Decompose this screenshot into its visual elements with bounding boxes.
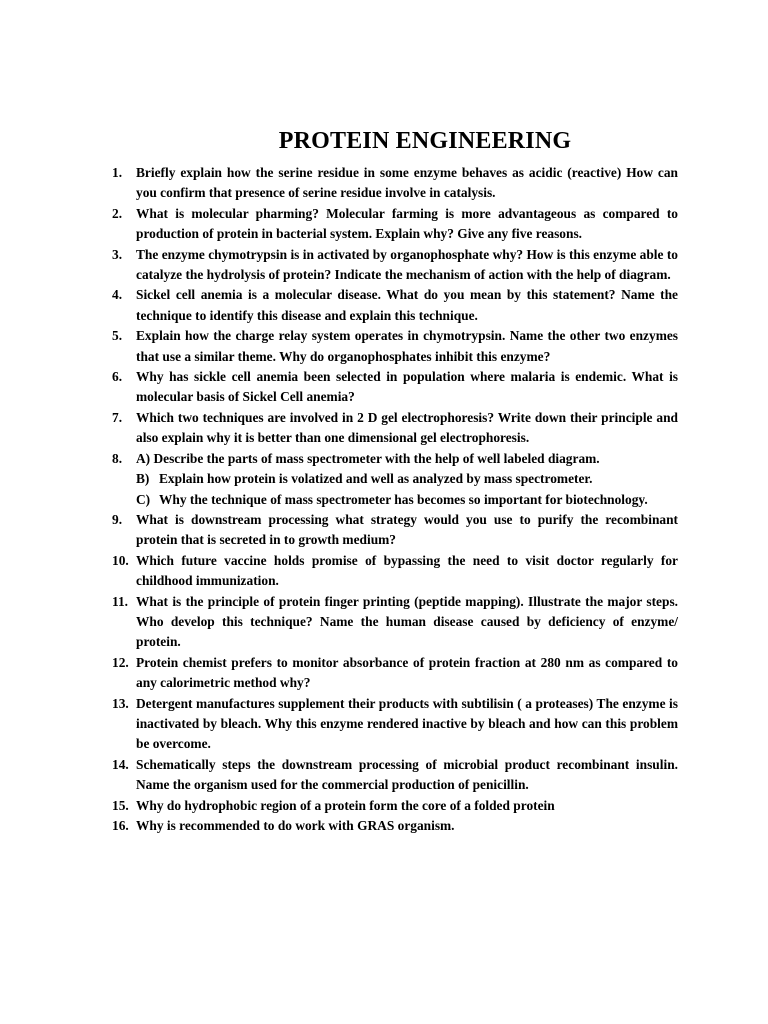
page-title: PROTEIN ENGINEERING: [278, 128, 572, 154]
sub-question-text: Why the technique of mass spectrometer has becomes so important for biotechnology.: [159, 491, 648, 507]
question-number: 12.: [112, 654, 129, 670]
question-body: [136, 551, 678, 592]
question-item: [112, 796, 678, 816]
question-text: What is the principle of protein finger printing (peptide mapping). Illustrate the major steps. Who develop this technique? Name the human disease caused by deficiency of enzyme/ protein.: [136, 593, 678, 650]
question-item: [112, 653, 678, 694]
question-number: 15.: [112, 797, 129, 813]
question-number: 6.: [112, 369, 123, 385]
question-number: 4.: [112, 287, 123, 303]
question-body: [136, 367, 678, 408]
question-body: [136, 408, 678, 449]
question-text: Why is recommended to do work with GRAS organism.: [136, 818, 455, 833]
question-number: 3.: [112, 246, 123, 262]
question-number: 13.: [112, 695, 129, 711]
question-item: [112, 755, 678, 796]
question-item: [112, 408, 678, 449]
question-list: [112, 163, 678, 836]
question-body: [136, 653, 678, 694]
question-text: Which future vaccine holds promise of bypassing the need to visit doctor regularly for childhood immunization.: [136, 552, 678, 589]
question-number: 8.: [112, 450, 123, 466]
question-text: Protein chemist prefers to monitor absorbance of protein fraction at 280 nm as compared to any calorimetric method why?: [136, 654, 678, 691]
question-text: Explain how the charge relay system operates in chymotrypsin. Name the other two enzymes that use a similar theme. Why do organophosphates inhibit this enzyme?: [136, 328, 678, 364]
question-number: 5.: [112, 328, 123, 344]
question-text: Schematically steps the downstream processing of microbial product recombinant insulin. Name the organism used for the commercial production of penicillin.: [136, 756, 678, 793]
question-item: [112, 367, 678, 408]
sub-question: [136, 490, 678, 510]
question-number: 10.: [112, 552, 129, 568]
question-body: [136, 326, 678, 367]
question-body: [136, 285, 678, 326]
question-item: [112, 449, 678, 510]
question-body: [136, 694, 678, 755]
question-number: 2.: [112, 205, 123, 221]
sub-question-text: Explain how protein is volatized and well as analyzed by mass spectrometer.: [159, 471, 593, 487]
question-number: 16.: [112, 818, 129, 833]
question-number: 14.: [112, 756, 129, 772]
question-body: [136, 755, 678, 796]
question-body: [136, 245, 678, 286]
question-text: What is molecular pharming? Molecular farming is more advantageous as compared to production of protein in bacterial system. Explain why? Give any five reasons.: [136, 205, 678, 242]
sub-question: [136, 469, 678, 489]
question-text: Why has sickle cell anemia been selected in population where malaria is endemic. What is molecular basis of Sickel Cell anemia?: [136, 369, 678, 405]
question-text: Briefly explain how the serine residue in some enzyme behaves as acidic (reactive) How can you confirm that presence of serine residue involve in catalysis.: [136, 165, 678, 201]
question-number: 7.: [112, 409, 123, 425]
question-number: 9.: [112, 511, 123, 527]
question-text: Why do hydrophobic region of a protein form the core of a folded protein: [136, 797, 555, 813]
question-text: What is downstream processing what strategy would you use to purify the recombinant protein that is secreted in to growth medium?: [136, 511, 678, 548]
question-body: [136, 510, 678, 551]
question-text: Detergent manufactures supplement their products with subtilisin ( a proteases) The enzyme is inactivated by bleach. Why this enzyme rendered inactive by bleach and how can this problem be overcome.: [136, 695, 678, 752]
question-item: [112, 510, 678, 551]
sub-question-label: C): [136, 491, 151, 507]
question-body: [136, 204, 678, 245]
question-item: [112, 816, 678, 836]
question-item: [112, 551, 678, 592]
question-item: [112, 204, 678, 245]
question-text: The enzyme chymotrypsin is in activated by organophosphate why? How is this enzyme able to catalyze the hydrolysis of protein? Indicate the mechanism of action with the help of diagram.: [136, 246, 678, 283]
question-number: 11.: [112, 593, 128, 609]
question-text: A) Describe the parts of mass spectrometer with the help of well labeled diagram.: [136, 450, 600, 466]
question-body: [136, 796, 678, 816]
question-text: Which two techniques are involved in 2 D gel electrophoresis? Write down their principle and also explain why it is better than one dimensional gel electrophoresis.: [136, 409, 678, 446]
question-body: [136, 816, 678, 836]
question-item: [112, 326, 678, 367]
sub-question-label: B): [136, 471, 150, 487]
question-number: 1.: [112, 165, 123, 180]
question-item: [112, 163, 678, 204]
question-item: [112, 285, 678, 326]
question-item: [112, 694, 678, 755]
question-body: [136, 449, 678, 510]
question-item: [112, 245, 678, 286]
question-body: [136, 592, 678, 653]
question-text: Sickel cell anemia is a molecular disease. What do you mean by this statement? Name the technique to identify this disease and explain this technique.: [136, 287, 678, 323]
question-item: [112, 592, 678, 653]
question-body: [136, 163, 678, 204]
